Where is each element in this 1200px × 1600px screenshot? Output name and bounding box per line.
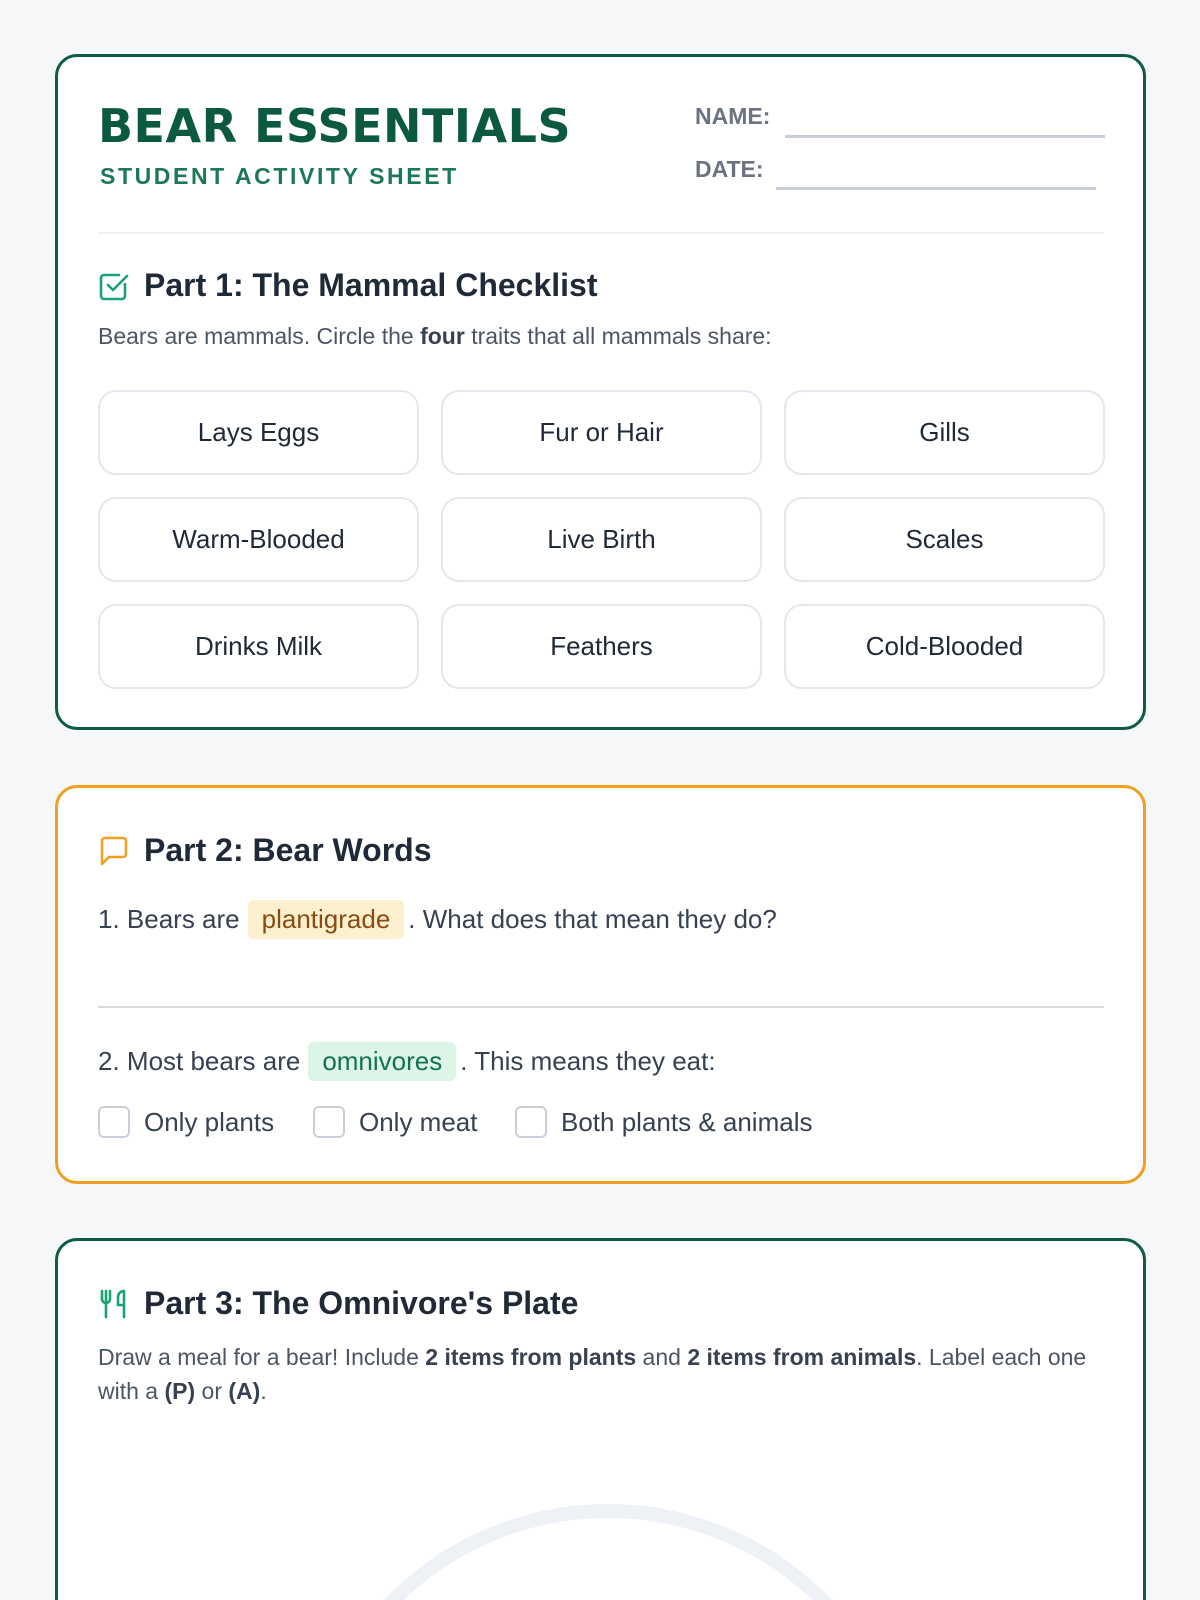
question-1: 1. Bears are plantigrade . What does that mean they do? (98, 900, 777, 939)
trait-option[interactable]: Lays Eggs (98, 390, 419, 475)
part1-heading (98, 267, 597, 304)
trait-option[interactable]: Warm-Blooded (98, 497, 419, 582)
name-label: NAME: (695, 103, 771, 129)
checkbox[interactable] (515, 1106, 547, 1138)
part2-title: Part 2: Bear Words (144, 832, 432, 868)
trait-option[interactable]: Drinks Milk (98, 604, 419, 689)
worksheet-header-card (55, 54, 1146, 730)
worksheet-title: BEAR ESSENTIALS (98, 99, 572, 153)
trait-option[interactable]: Cold-Blooded (784, 604, 1105, 689)
trait-option[interactable]: Live Birth (441, 497, 762, 582)
trait-option[interactable]: Feathers (441, 604, 762, 689)
checkbox[interactable] (313, 1106, 345, 1138)
worksheet-subtitle: STUDENT ACTIVITY SHEET (100, 163, 459, 189)
part1-instructions: Bears are mammals. Circle the four traits that all mammals share: (98, 323, 772, 349)
trait-option[interactable]: Fur or Hair (441, 390, 762, 475)
name-field[interactable] (785, 135, 1105, 138)
plate-drawing-area[interactable] (298, 1504, 918, 1600)
part2-card (55, 785, 1146, 1184)
option-both[interactable]: Both plants & animals (515, 1106, 812, 1138)
checkbox-check-icon (98, 270, 130, 302)
question-1-answer-line[interactable] (98, 1006, 1104, 1008)
option-only-plants[interactable]: Only plants (98, 1106, 274, 1138)
part1-title: Part 1: The Mammal Checklist (144, 267, 598, 303)
part2-heading (98, 832, 432, 869)
trait-option[interactable]: Gills (784, 390, 1105, 475)
fork-knife-icon (98, 1288, 130, 1320)
date-label: DATE: (695, 156, 764, 182)
term-plantigrade: plantigrade (248, 900, 405, 939)
header-divider (98, 232, 1104, 234)
term-omnivores: omnivores (308, 1042, 456, 1081)
part3-instructions: Draw a meal for a bear! Include 2 items from plants and 2 items from animals. Label each one with a (P) or (A). (98, 1344, 1087, 1404)
part3-card (55, 1238, 1146, 1600)
checkbox[interactable] (98, 1106, 130, 1138)
question-2: 2. Most bears are omnivores . This means they eat: (98, 1042, 716, 1081)
date-field[interactable] (776, 187, 1096, 190)
speech-bubble-icon (98, 835, 130, 867)
trait-option[interactable]: Scales (784, 497, 1105, 582)
part3-title: Part 3: The Omnivore's Plate (144, 1285, 579, 1321)
option-only-meat[interactable]: Only meat (313, 1106, 478, 1138)
part3-heading (98, 1285, 578, 1322)
